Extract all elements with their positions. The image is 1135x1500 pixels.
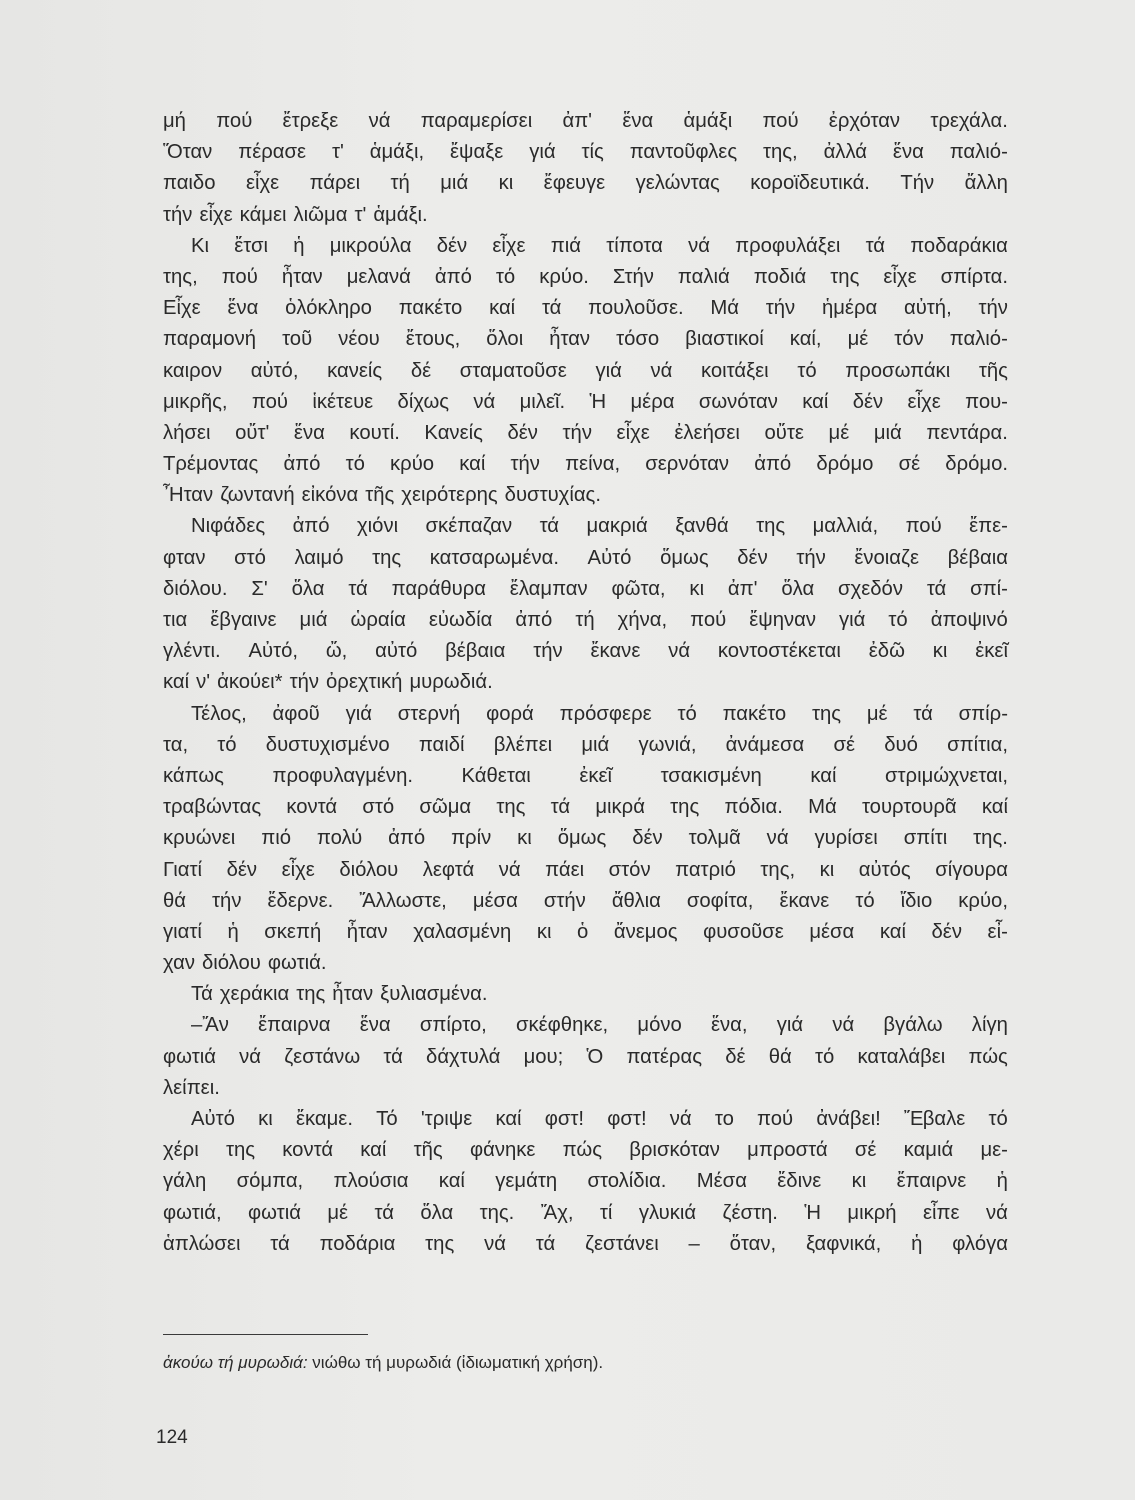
text-line: Εἶχε ἕνα ὁλόκληρο πακέτο καί τά πουλοῦσε. Μά τήν ἡμέρα αὐτή, τήν [163, 297, 1008, 320]
text-line: λήσει οὔτ' ἕνα κουτί. Κανείς δέν τήν εἶχε ἐλεήσει οὔτε μέ μιά πεντάρα. [163, 421, 1008, 444]
text-line: φταν στό λαιμό της κατσαρωμένα. Αὐτό ὅμως δέν τήν ἔνοιαζε βέβαια [163, 546, 1008, 569]
text-line: τια ἔβγαινε μιά ὡραία εὐωδία ἀπό τή χήνα, πού ἔψηναν γιά τό ἀποψινό [163, 609, 1008, 631]
footnote-term: ἀκούω τή μυρωδιά: [163, 1353, 308, 1372]
text-line: παραμονή τοῦ νέου ἔτους, ὅλοι ἦταν τόσο βιαστικοί καί, μέ τόν παλιό- [163, 328, 1008, 351]
text-line: της, πού ἦταν μελανά ἀπό τό κρύο. Στήν παλιά ποδιά της εἶχε σπίρτα. [163, 265, 1008, 288]
footnote [163, 1352, 603, 1374]
text-line: τήν εἶχε κάμει λιῶμα τ' ἁμάξι. [163, 203, 428, 226]
text-line: Ἦταν ζωντανή εἰκόνα τῆς χειρότερης δυστυχίας. [163, 484, 601, 507]
text-line: παιδο εἶχε πάρει τή μιά κι ἔφευγε γελώντας κοροϊδευτικά. Τήν ἄλλη [163, 172, 1008, 195]
text-line: Αὐτό κι ἔκαμε. Τό 'τριψε καί φστ! φστ! νά το πού ἀνάβει! Ἔβαλε τό [191, 1108, 1008, 1130]
text-line: Νιφάδες ἀπό χιόνι σκέπαζαν τά μακριά ξανθά της μαλλιά, πού ἔπε- [191, 515, 1008, 538]
text-line: Γιατί δέν εἶχε διόλου λεφτά νά πάει στόν πατριό της, κι αὐτός σίγουρα [163, 858, 1008, 881]
text-line: γιατί ἡ σκεπή ἦταν χαλασμένη κι ὁ ἄνεμος φυσοῦσε μέσα καί δέν εἶ- [163, 920, 1008, 943]
text-line: καιρον αὐτό, κανείς δέ σταματοῦσε γιά νά κοιτάξει τό προσωπάκι τῆς [163, 359, 1008, 382]
body-text [163, 106, 1008, 1260]
text-line: γάλη σόμπα, πλούσια καί γεμάτη στολίδια. Μέσα ἔδινε κι ἔπαιρνε ἡ [163, 1170, 1008, 1193]
text-line: κάπως προφυλαγμένη. Κάθεται ἐκεῖ τσακισμένη καί στριμώχνεται, [163, 764, 1008, 787]
text-line: γλέντι. Αὐτό, ὤ, αὐτό βέβαια τήν ἔκανε νά κοντοστέκεται ἐδῶ κι ἐκεῖ [163, 640, 1008, 663]
text-line: θά τήν ἔδερνε. Ἄλλωστε, μέσα στήν ἄθλια σοφίτα, ἔκανε τό ἴδιο κρύο, [163, 889, 1008, 912]
text-line: Τά χεράκια της ἦταν ξυλιασμένα. [191, 983, 488, 1006]
text-line: Κι ἔτσι ἡ μικρούλα δέν εἶχε πιά τίποτα νά προφυλάξει τά ποδαράκια [191, 234, 1008, 257]
text-line: Ὅταν πέρασε τ' ἁμάξι, ἔψαξε γιά τίς παντοῦφλες της, ἀλλά ἕνα παλιό- [163, 141, 1008, 164]
text-line: –Ἄν ἔπαιρνα ἕνα σπίρτο, σκέφθηκε, μόνο ἕνα, γιά νά βγάλω λίγη [191, 1014, 1008, 1037]
text-line: φωτιά νά ζεστάνω τά δάχτυλά μου; Ὁ πατέρας δέ θά τό καταλάβει πώς [163, 1045, 1008, 1068]
text-line: κρυώνει πιό πολύ ἀπό πρίν κι ὅμως δέν τολμᾶ νά γυρίσει σπίτι της. [163, 827, 1008, 850]
footnote-definition: νιώθω τή μυρωδιά (ἰδιωματική χρήση). [307, 1353, 604, 1372]
text-line: φωτιά, φωτιά μέ τά ὅλα της. Ἄχ, τί γλυκιά ζέστη. Ἡ μικρή εἶπε νά [163, 1201, 1008, 1224]
page-number: 124 [156, 1427, 188, 1448]
text-line: μή πού ἔτρεξε νά παραμερίσει ἀπ' ἕνα ἁμάξι πού ἐρχόταν τρεχάλα. [163, 110, 1008, 132]
text-line: χαν διόλου φωτιά. [163, 952, 327, 975]
text-line: μικρῆς, πού ἱκέτευε δίχως νά μιλεῖ. Ἡ μέρα σωνόταν καί δέν εἶχε που- [163, 390, 1008, 413]
footnote-rule [163, 1334, 368, 1335]
text-line: τα, τό δυστυχισμένο παιδί βλέπει μιά γωνιά, ἀνάμεσα σέ δυό σπίτια, [163, 733, 1008, 756]
text-line: χέρι της κοντά καί τῆς φάνηκε πώς βρισκόταν μπροστά σέ καμιά με- [163, 1139, 1008, 1162]
text-line: τραβώντας κοντά στό σῶμα της τά μικρά της πόδια. Μά τουρτουρᾶ καί [163, 796, 1008, 819]
text-line: Τέλος, ἀφοῦ γιά στερνή φορά πρόσφερε τό πακέτο της μέ τά σπίρ- [191, 702, 1008, 725]
text-line: Τρέμοντας ἀπό τό κρύο καί τήν πείνα, σερνόταν ἀπό δρόμο σέ δρόμο. [163, 453, 1008, 476]
text-line: καί ν' ἀκούει* τήν ὀρεχτική μυρωδιά. [163, 671, 493, 694]
text-line: λείπει. [163, 1076, 220, 1099]
text-line: ἁπλώσει τά ποδάρια της νά τά ζεστάνει – ὅταν, ξαφνικά, ἡ φλόγα [163, 1232, 1008, 1255]
text-line: διόλου. Σ' ὅλα τά παράθυρα ἔλαμπαν φῶτα, κι ἀπ' ὅλα σχεδόν τά σπί- [163, 577, 1008, 600]
